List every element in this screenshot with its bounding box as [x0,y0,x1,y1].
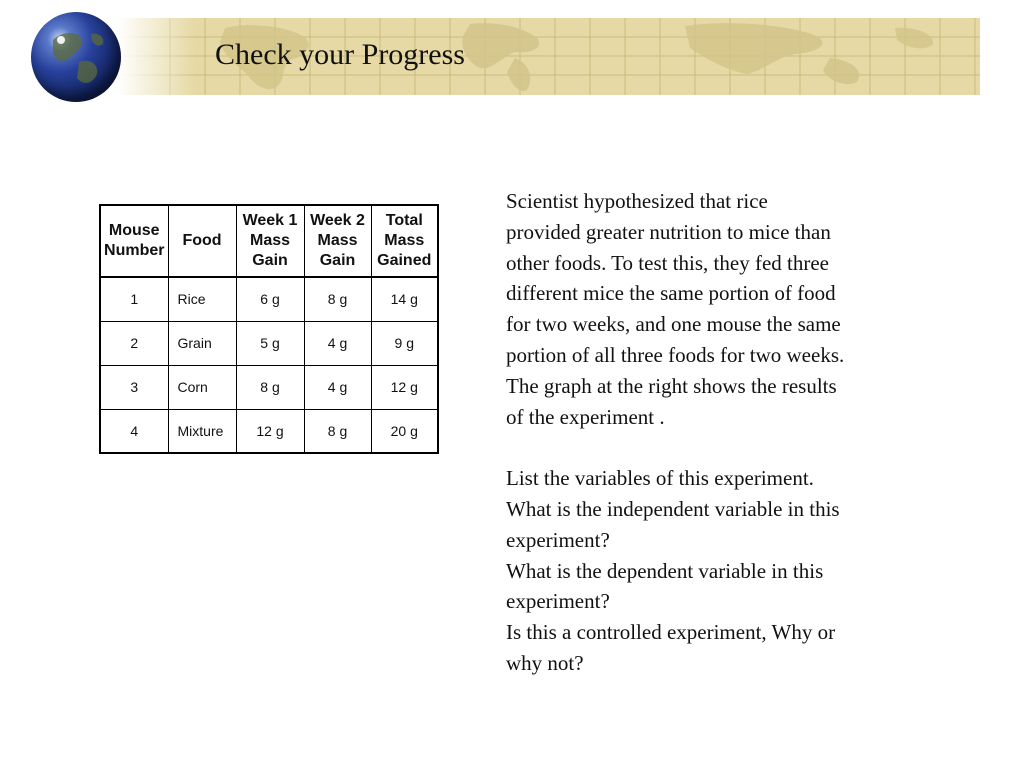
cell-week2: 8 g [304,409,371,453]
table-row [100,365,438,409]
cell-week2: 4 g [304,365,371,409]
cell-week2: 8 g [304,277,371,321]
header-week1-mass-gain: Week 1 Mass Gain [236,205,304,277]
table-header-row [100,205,438,277]
cell-food: Rice [168,277,236,321]
paragraph-line: provided greater nutrition to mice than [506,219,831,244]
cell-total: 12 g [371,365,438,409]
globe-continents [31,12,121,102]
mouse-mass-table [99,204,439,454]
paragraph-line: different mice the same portion of food [506,281,836,306]
cell-week1: 5 g [236,321,304,365]
cell-mouse-number: 2 [100,321,168,365]
cell-food: Corn [168,365,236,409]
slide-title: Check your Progress [215,38,465,71]
question-line: Is this a controlled experiment, Why or [506,620,836,645]
header-total-mass-gained: Total Mass Gained [371,205,438,277]
question-line: List the variables of this experiment. [506,466,814,491]
paragraph-line: of the experiment . [506,404,665,429]
cell-week1: 12 g [236,409,304,453]
question-line: What is the dependent variable in this [506,558,824,583]
cell-week2: 4 g [304,321,371,365]
world-map-texture [75,18,980,95]
header-mouse-number: Mouse Number [100,205,168,277]
header-week2-mass-gain: Week 2 Mass Gain [304,205,371,277]
cell-mouse-number: 1 [100,277,168,321]
cell-total: 20 g [371,409,438,453]
cell-week1: 6 g [236,277,304,321]
paragraph-gap [506,432,936,463]
cell-total: 14 g [371,277,438,321]
paragraph-line: for two weeks, and one mouse the same [506,312,841,337]
question-line: experiment? [506,589,610,614]
cell-total: 9 g [371,321,438,365]
cell-food: Mixture [168,409,236,453]
question-line: What is the independent variable in this [506,496,840,521]
paragraph-line: The graph at the right shows the results [506,373,837,398]
body-text [506,186,936,679]
cell-mouse-number: 3 [100,365,168,409]
table-row [100,321,438,365]
cell-mouse-number: 4 [100,409,168,453]
table-row [100,409,438,453]
cell-food: Grain [168,321,236,365]
table-row [100,277,438,321]
header-banner [75,18,980,95]
globe-icon [31,12,121,102]
paragraph-line: Scientist hypothesized that rice [506,189,768,213]
question-line: experiment? [506,527,610,552]
paragraph-line: portion of all three foods for two weeks. [506,342,845,367]
paragraph-line: other foods. To test this, they fed three [506,250,829,275]
header-food: Food [168,205,236,277]
question-line: why not? [506,650,584,675]
cell-week1: 8 g [236,365,304,409]
